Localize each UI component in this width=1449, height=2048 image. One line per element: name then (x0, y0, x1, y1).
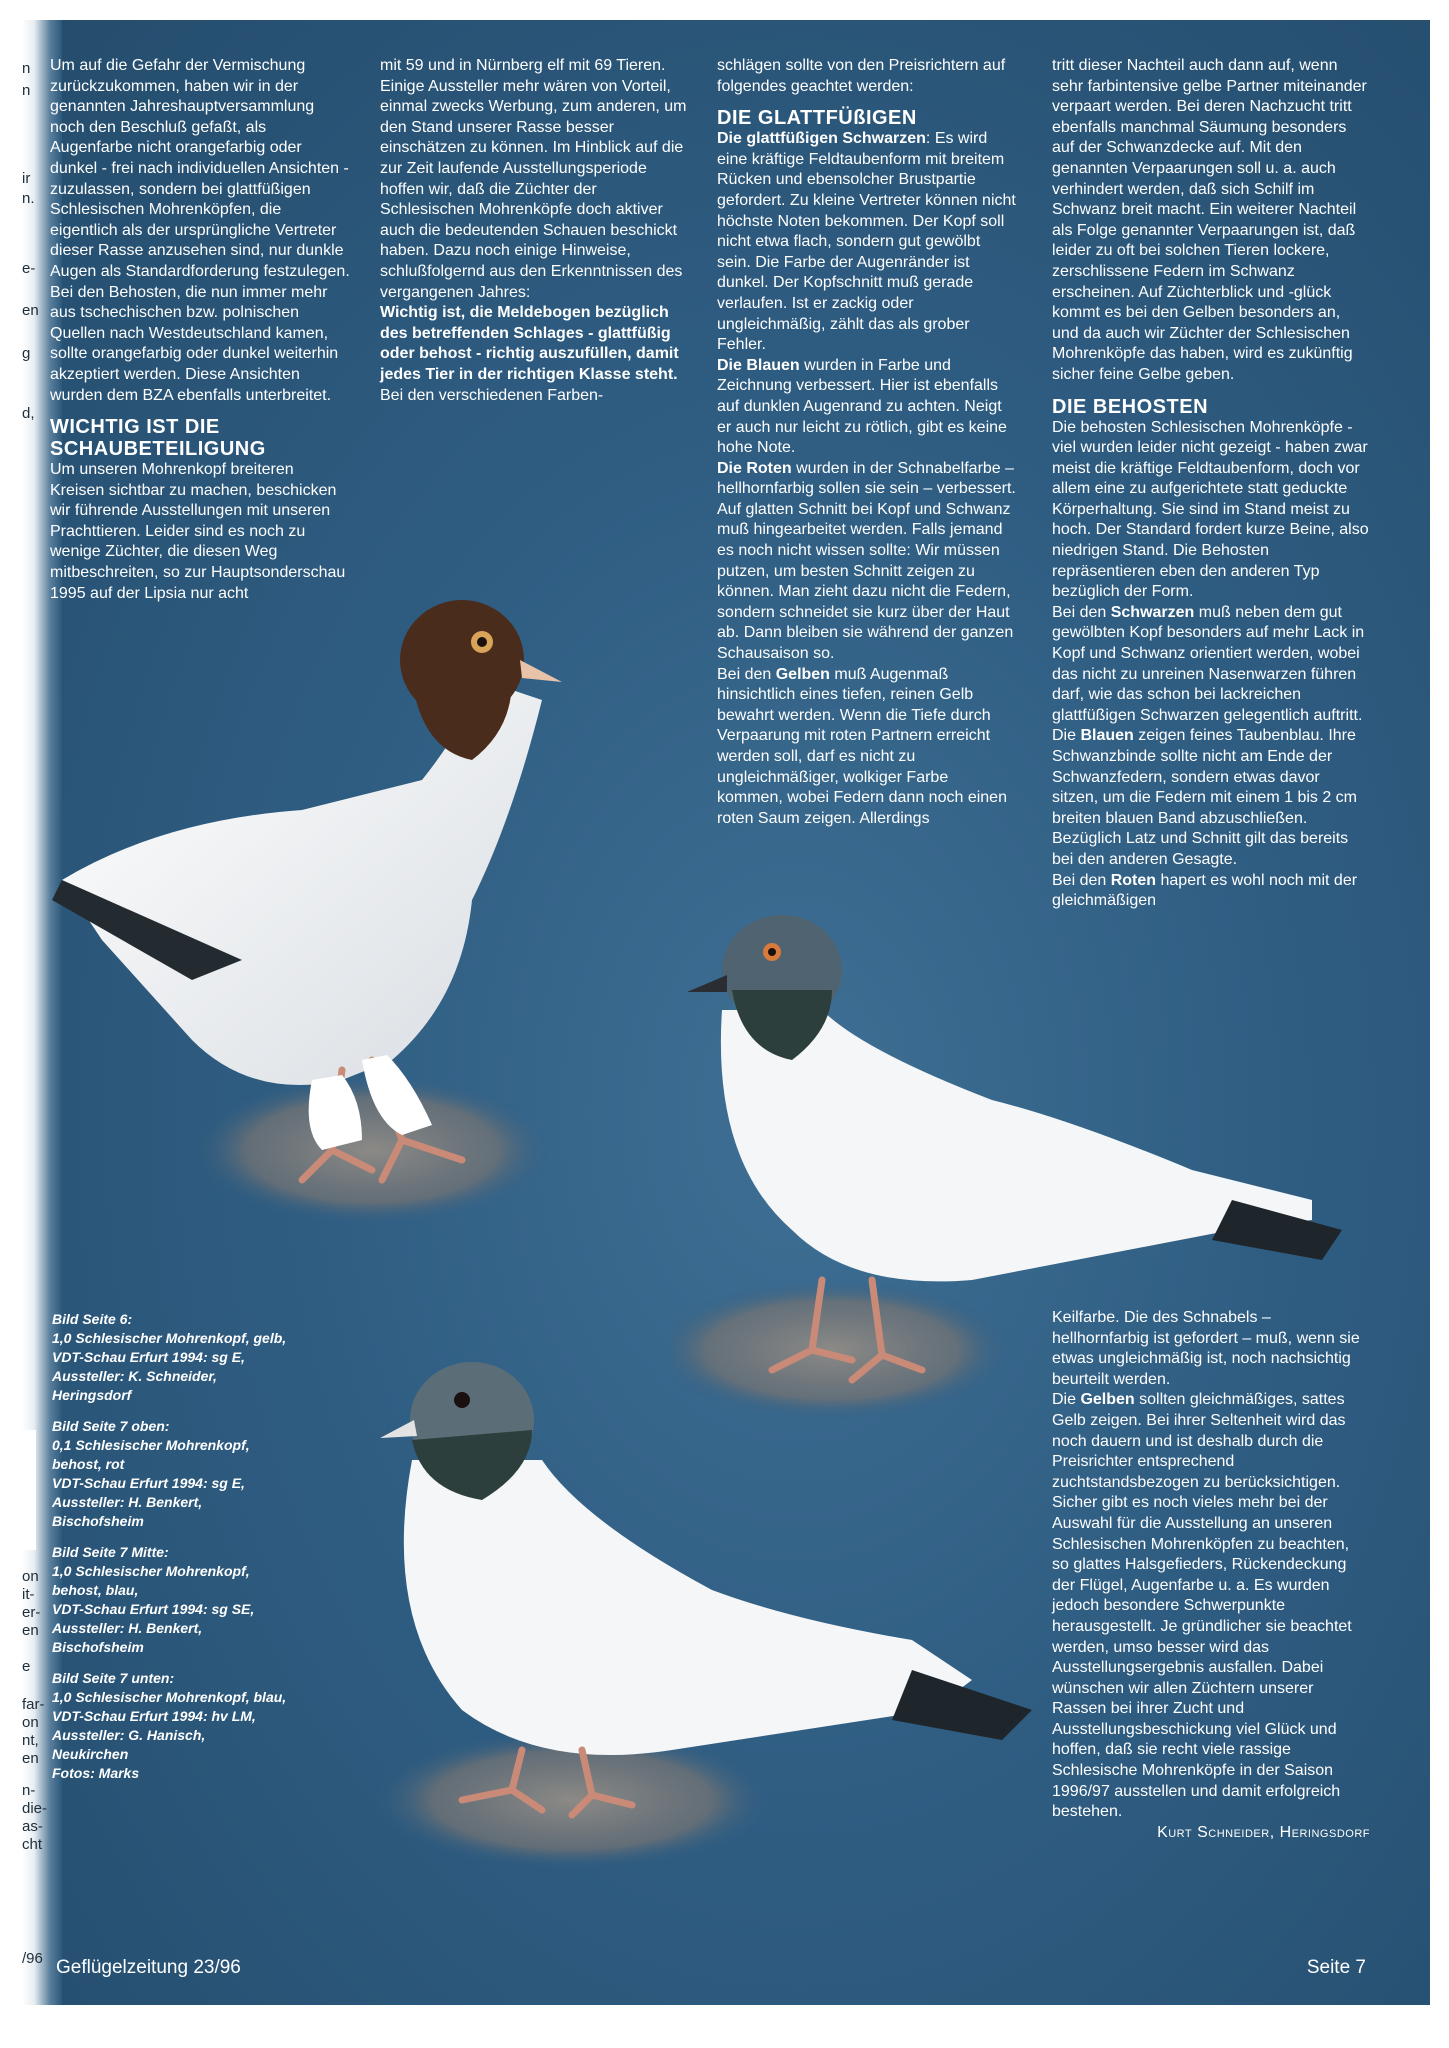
spine-fragment: en (22, 302, 39, 319)
magazine-page (22, 20, 1430, 2005)
lead-term: Gelben (775, 665, 830, 683)
paragraph-text: Bei den (1052, 871, 1111, 889)
caption-line: 1,0 Schlesischer Mohrenkopf, blau, (52, 1689, 287, 1705)
paragraph-text: wurden in Farbe und Zeichnung verbessert. Hier ist ebenfalls auf dunklen Augenrand zu achten. Neigt er auch nur leicht zu rötlich, gibt es keine hohe Note. (717, 356, 1007, 457)
paragraph: Um auf die Gefahr der Vermischung zurückzukommen, haben wir in der genannten Jahreshauptversammlung noch den Beschluß gefaßt, als Augenfarbe nicht orangefarbig oder dunkel - frei nach individuellen Ansichten - zuzulassen, sondern bei glattfüßigen Schlesischen Mohrenköpfen, die eigentlich als der ursprüngliche Vertreter dieser Rasse anzusehen sind, nur dunkle Augen als Standardforderung festzulegen. Bei den Behosten, die nun immer mehr aus tschechischen bzw. polnischen Quellen nach Westdeutschland kamen, sollte orangefarbig oder dunkel weiterhin akzeptiert werden. Diese Ansichten wurden dem BZA ebenfalls unterbreitet. (50, 57, 350, 404)
caption-line: Aussteller: K. Schneider, (52, 1368, 217, 1384)
caption-line: 1,0 Schlesischer Mohrenkopf, gelb, (52, 1330, 287, 1346)
caption-line: VDT-Schau Erfurt 1994: sg SE, (52, 1601, 255, 1617)
paragraph (717, 459, 1017, 665)
spine-fragment: er- (22, 1604, 41, 1621)
section-heading: WICHTIG IST DIE SCHAUBETEILIGUNG (50, 416, 266, 461)
spine-fragment: far- (22, 1696, 45, 1713)
caption-line: Bischofsheim (52, 1639, 144, 1655)
lead-term: Die glattfüßigen Schwarzen (717, 130, 926, 148)
paragraph: mit 59 und in Nürnberg elf mit 69 Tieren. Einige Aussteller mehr wären von Vorteil, einmal zwecks Werbung, zum anderen, um den Stand unserer Rasse besser einschätzen zu können. Im Hinblick auf die zur Zeit laufende Ausstellungsperiode hoffen wir, daß die Züchter der Schlesischen Mohrenköpfe doch aktiver auch die bedeutenden Schauen beschickt haben. Dazu noch einige Hinweise, schlußfolgernd aus den Erkenntnissen des vergangenen Jahres: (380, 57, 687, 301)
caption-line: VDT-Schau Erfurt 1994: sg E, (52, 1349, 245, 1365)
paragraph-text: Die (1052, 727, 1081, 745)
spine-fragment: on (22, 1714, 39, 1731)
paragraph: Um unseren Mohrenkopf breiteren Kreisen sichtbar zu machen, beschicken wir führende Ausstellungen mit unseren Prachttieren. Leider sind es noch zu wenige Züchter, die diesen Weg mitbeschreiten, so zur Hauptsonderschau 1995 auf der Lipsia nur acht (50, 461, 346, 602)
caption-line: VDT-Schau Erfurt 1994: sg E, (52, 1475, 245, 1491)
paragraph-text: Bei den (717, 665, 776, 683)
caption-line: Fotos: Marks (52, 1765, 140, 1781)
pigeon-photo-large (42, 560, 602, 1260)
spine-fragment: ir (22, 170, 31, 187)
caption-line: Bischofsheim (52, 1513, 144, 1529)
paragraph-text: sollten gleichmäßiges, sattes Gelb zeigen. Bei ihrer Seltenheit wird das noch dauern und ist deshalb durch die Preisrichter entsprechend zuchtstandsbezogen zu berücksichtigen. (1052, 1391, 1346, 1491)
lead-term: Die Roten (717, 459, 792, 477)
spine-fragment: cht (22, 1836, 43, 1853)
paragraph-text: wurden in der Schnabelfarbe – hellhornfarbig sollen sie sein – verbessert. Auf glatten Schnitt bei Kopf und Schwanz muß hingearbeitet werden. Falls jemand es noch nicht wissen sollte: Wir müssen putzen, um besten Schnitt zeigen zu können. Man zieht dazu nicht die Federn, sondern schneidet sie kurz über der Haut ab. Dann bleiben sie während der ganzen Schausaison so. (717, 459, 1016, 663)
spine-fragment: n (22, 60, 31, 77)
tab-marker (22, 1430, 36, 1550)
photo-captions (52, 1310, 302, 1795)
caption (52, 1669, 302, 1783)
paragraph-text: zeigen feines Taubenblau. Ihre Schwanzbinde sollte nicht am Ende der Schwanzfedern, sondern etwas davor sitzen, um die Federn mit einem 1 bis 2 cm breiten blauen Band abzuschließen. Bezüglich Latz und Schnitt gilt das bereits bei den anderen Gesagte. (1052, 727, 1358, 868)
spine-fragment: e (22, 1658, 31, 1675)
caption (52, 1310, 302, 1405)
spine-fragment: it- (22, 1586, 35, 1603)
paragraph-text: Die (1052, 1391, 1081, 1409)
paragraph-text: Bei den (1052, 603, 1111, 621)
paragraph: Sicher gibt es noch vieles mehr bei der Auswahl für die Ausstellung an unseren Schlesischen Mohrenköpfen zu beachten, so glattes Halsgefieders, Rückendeckung der Flügel, Augenfarbe u. a. Es wurden jedoch besondere Schwerpunkte herausgestellt. Je gründlicher sie beachtet werden, umso besser wird das Ausstellungsergebnis ausfallen. Dabei wünschen wir allen Züchtern unserer Rassen bei ihrer Zucht und Ausstellungsbeschickung viel Glück und hoffen, daß sie recht viele rassige Schlesische Mohrenköpfe in der Saison 1996/97 ausstellen und damit erfolgreich bestehen. (1052, 1494, 1352, 1821)
section-heading: DIE BEHOSTEN (1052, 395, 1209, 418)
caption-line: Neukirchen (52, 1746, 129, 1762)
spine-fragment: n. (22, 190, 35, 207)
article-column-1 (50, 56, 352, 604)
caption-title: Bild Seite 7 oben: (52, 1418, 170, 1434)
footer-publication: Geflügelzeitung 23/96 (56, 1957, 241, 1978)
paragraph: Bei den verschiedenen Farben- (380, 386, 604, 404)
spine-fragment: n- (22, 1782, 36, 1799)
caption-line: VDT-Schau Erfurt 1994: hv LM, (52, 1708, 256, 1724)
paragraph (1052, 871, 1370, 912)
lead-term: Die Blauen (717, 356, 800, 374)
spine-fragment: en (22, 1750, 39, 1767)
spine-fragment: /96 (22, 1950, 43, 1967)
paragraph: Keilfarbe. Die des Schnabels – hellhornfarbig ist gefordert – muß, wenn sie etwas ungleichmäßig ist, noch nachsichtig beurteilt werden. (1052, 1309, 1360, 1388)
bold-paragraph: Wichtig ist, die Meldebogen bezüglich des betreffenden Schlages - glattfüßig oder behost - richtig auszufüllen, damit jedes Tier in der richtigen Klasse steht. (380, 304, 679, 383)
spine-fragment: e- (22, 260, 36, 277)
caption-line: 1,0 Schlesischer Mohrenkopf, (52, 1563, 250, 1579)
paragraph: Die behosten Schlesischen Mohrenköpfe - viel wurden leider nicht gezeigt - haben zwar meist die kräftige Feldtaubenform, doch vor allem eine zu aufgerichtete statt geduckte Körperhaltung. Sie sind im Stand meist zu hoch. Der Standard fordert kurze Beine, also niedrigen Stand. Die Behosten repräsentieren eben den anderen Typ bezüglich der Form. (1052, 418, 1369, 601)
paragraph (1052, 603, 1370, 727)
caption-title: Bild Seite 7 unten: (52, 1670, 175, 1686)
article-column-4 (1052, 56, 1370, 912)
author-signature: Kurt Schneider, Heringsdorf (1157, 1823, 1370, 1841)
paragraph (717, 356, 1017, 459)
lead-term: Blauen (1080, 727, 1134, 745)
lead-term: Gelben (1080, 1391, 1135, 1409)
article-column-4-bottom (1052, 1308, 1370, 1843)
spine-fragment: on (22, 1568, 39, 1585)
paragraph-text: : Es wird eine kräftige Feldtaubenform mit breitem Rücken und ebensolcher Brustpartie gefordert. Zu kleine Vertreter können nicht höchste Noten bekommen. Der Kopf soll nicht etwa flach, sondern gut gewölbt sein. Die Farbe der Augenränder ist dunkel. Der Kopfschnitt muß gerade verlaufen. Ist er zackig oder ungleichmäßig, zählt das als grober Fehler. (717, 130, 1016, 354)
caption-title: Bild Seite 6: (52, 1311, 133, 1327)
article-column-3 (717, 56, 1017, 829)
footer-page-number: Seite 7 (1306, 1957, 1366, 1978)
caption-line: 0,1 Schlesischer Mohrenkopf, (52, 1437, 250, 1453)
lead-term: Roten (1110, 871, 1157, 889)
paragraph-text: muß neben dem gut gewölbten Kopf besonders auf mehr Lack in Kopf und Schwanz orientiert werden, wobei das nicht zu unreinen Nasenwarzen führen darf, wie das schon bei lackreichen glattfüßigen Schwarzen gelegentlich auftritt. (1052, 603, 1365, 724)
section-heading: DIE GLATTFÜßIGEN (717, 107, 917, 130)
paragraph: tritt dieser Nachteil auch dann auf, wenn sehr farbintensive gelbe Partner miteinander verpaart werden. Bei deren Nachzucht tritt ebenfalls manchmal Säumung besonders auf der Schwanzdecke auf. Mit den genannten Verpaarungen soll u. a. auch verhindert werden, daß sich Schilf im Schwanz breit macht. Ein weiterer Nachteil als Folge genannter Verpaarungen ist, daß leider zu oft bei solchen Tieren lockere, zerschlissene Federn im Schwanz erscheinen. Auf Züchterblick und -glück kommt es bei den Gelben besonders an, und da auch wir Züchter der Schlesischen Mohrenköpfe das haben, wird es zukünftig sicher feine Gelbe geben. (1052, 57, 1367, 383)
spine-fragment: as- (22, 1818, 43, 1835)
spine-fragment: n (22, 82, 31, 99)
caption-title: Bild Seite 7 Mitte: (52, 1544, 169, 1560)
paragraph (717, 129, 1017, 356)
pigeon-photo-bottom (352, 1320, 1052, 1880)
caption-line: behost, rot (52, 1456, 125, 1472)
paragraph (1052, 726, 1370, 870)
spine-fragment: nt, (22, 1732, 39, 1749)
spine-fragment: en (22, 1622, 39, 1639)
paragraph (717, 665, 1017, 830)
article-column-2 (380, 56, 688, 406)
caption-line: behost, blau, (52, 1582, 139, 1598)
spine-fragment: d, (22, 405, 35, 422)
caption-line: Aussteller: H. Benkert, (52, 1620, 203, 1636)
caption-line: Aussteller: G. Hanisch, (52, 1727, 206, 1743)
lead-term: Schwarzen (1110, 603, 1195, 621)
paragraph: schlägen sollte von den Preisrichtern auf folgendes geachtet werden: (717, 57, 1006, 95)
paragraph-text: hapert es wohl noch mit der gleichmäßigen (1052, 871, 1358, 910)
caption (52, 1417, 302, 1531)
paragraph (1052, 1390, 1370, 1493)
caption-line: Heringsdorf (52, 1387, 132, 1403)
paragraph-text: muß Augenmaß hinsichtlich eines tiefen, reinen Gelb bewahrt werden. Wenn die Tiefe durch Verpaarung mit roten Partnern erreicht werden soll, darf es nicht zu ungleichmäßiger, wolkiger Farbe kommen, wobei Federn dann noch einen roten Saum zeigen. Allerdings (717, 665, 1007, 827)
spine-fragment: die- (22, 1800, 48, 1817)
caption (52, 1543, 302, 1657)
caption-line: Aussteller: H. Benkert, (52, 1494, 203, 1510)
spine-fragment: g (22, 345, 31, 362)
